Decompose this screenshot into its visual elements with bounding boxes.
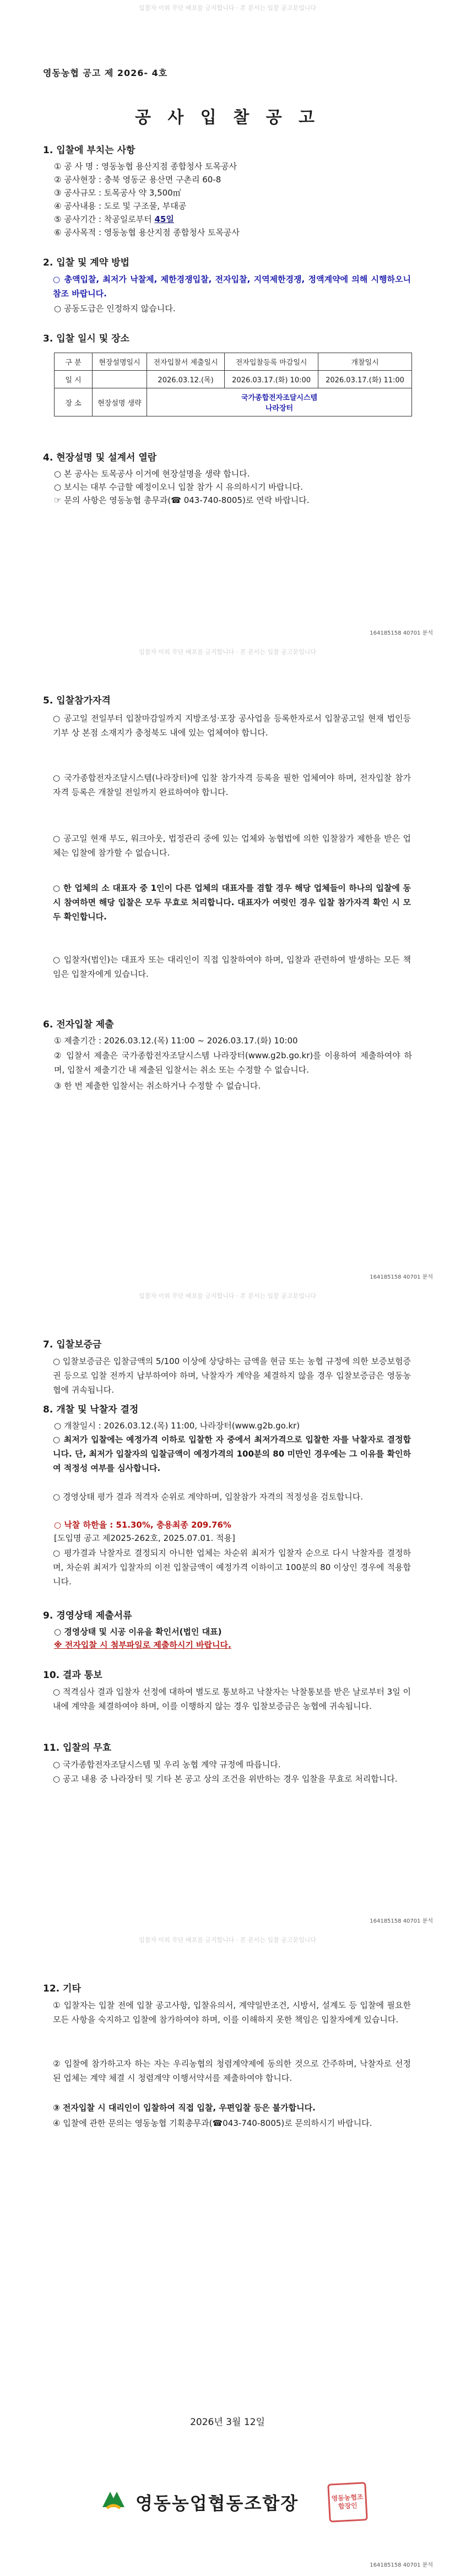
sec8-item-1: ○ 개찰일시 : 2026.03.12.(목) 11:00, 나라장터(www.g2b.go.kr) xyxy=(54,1421,300,1431)
sec11-text: ○ 국가종합전자조달시스템 및 우리 농협 계약 규정에 따릅니다. ○ 공고 내용 중 나라장터 및 기타 본 공고 상의 조건을 위반하는 경우 입찰을 무효로 처리합니다. xyxy=(53,1760,398,1784)
notice-number: 영동농협 공고 제 2026- 4호 xyxy=(43,68,168,78)
sec5-para-4: ○ 한 업체의 소 대표자 중 1인이 다른 업체의 대표자를 겸할 경우 해당 업체들이 하나의 입찰에 동시 참여하면 해당 입찰은 모두 무효로 처리합니다. 대표자가 여럿인 경우 입찰 참가자격 확인 시 모두 확인합니다. xyxy=(53,883,411,922)
section-11-heading: 11. 입찰의 무효 xyxy=(43,1742,112,1754)
sec2-item-1: ○ 총액입찰, 최저가 낙찰제, 제한경쟁입찰, 전자입찰, 지역제한경쟁, 정액계약에 의해 시행하오니 참조 바랍니다. xyxy=(53,274,411,299)
page-title: 공 사 입 찰 공 고 xyxy=(134,108,321,127)
cell-site-briefing xyxy=(93,371,147,388)
sec5-para-3: ○ 공고일 현재 부도, 워크아웃, 법정관리 중에 있는 업체와 농협법에 의한 입찰참가 제한을 받은 업체는 입찰에 참가할 수 없습니다. xyxy=(53,834,411,858)
sec6-item-3: ③ 한 번 제출한 입찰서는 취소하거나 수정할 수 없습니다. xyxy=(54,1081,261,1091)
sec1-item-2: ② 공사현장 : 충북 영동군 용산면 구촌리 60-8 xyxy=(54,175,221,185)
sec4-item-3: ☞ 문의 사항은 영동농협 총무과(☎ 043-740-8005)로 연락 바랍니다. xyxy=(54,495,310,505)
sec8-item-4: ○ 낙찰 하한율 : 51.30%, 충용최종 209.76% xyxy=(54,1520,231,1530)
notice-date: 2026년 3월 12일 xyxy=(190,2417,265,2428)
sec1-item-1: ① 공 사 명 : 영동농협 용산지점 종합청사 토목공사 xyxy=(54,161,237,171)
sec1-item-3: ③ 공사규모 : 토목공사 약 3,500㎡ xyxy=(54,188,181,198)
row-label-place: 장 소 xyxy=(55,388,93,416)
section-2-heading: 2. 입찰 및 계약 방법 xyxy=(43,257,129,268)
sec4-item-2: ○ 보시는 대부 수급할 예정이오니 입찰 참가 시 유의하시기 바랍니다. xyxy=(54,482,304,492)
sec8-item-6: ○ 평가결과 낙찰자로 결정되지 아니한 업체는 차순위 최저가 입찰자 순으로 다시 낙찰자를 결정하며, 차순위 최저가 입찰자의 이전 입찰금액이 예정가격 이하이고 100분의 80 이상인 경우에 적용합니다. xyxy=(53,1548,411,1587)
section-10-heading: 10. 결과 통보 xyxy=(43,1670,102,1681)
sec8-item-5: [도입명 공고 제2025-262호, 2025.07.01. 적용] xyxy=(54,1533,235,1543)
row-label-datetime: 일 시 xyxy=(55,371,93,388)
col-site-briefing: 현장설명일시 xyxy=(93,353,147,371)
section-8-heading: 8. 개찰 및 낙찰자 결정 xyxy=(43,1404,139,1415)
cell-place-briefing: 현장설명 생략 xyxy=(93,388,147,416)
period-highlight: 45일 xyxy=(154,214,174,224)
watermark-text-4: 입찰자 이외 무단 배포를 금지합니다 · 본 문서는 입찰 공고문입니다 xyxy=(139,1936,316,1944)
section-6-heading: 6. 전자입찰 제출 xyxy=(43,1019,114,1030)
page-footer-4: 164185158 40701 분석 xyxy=(370,2562,433,2568)
sheet-2 xyxy=(0,644,455,1288)
sec7-text: ○ 입찰보증금은 입찰금액의 5/100 이상에 상당하는 금액을 현금 또는 농협 규정에 의한 보증보험증권 등으로 입찰 전까지 납부하여야 하며, 낙찰자가 계약을 체결하지 않을 경우 입찰보증금은 영동농협에 귀속됩니다. xyxy=(53,1356,411,1395)
schedule-table xyxy=(54,353,412,416)
sheet-4 xyxy=(0,1932,455,2576)
organization-name: 영동농업협동조합장 xyxy=(136,2493,299,2514)
col-registration-deadline: 전자입찰등록 마감일시 xyxy=(225,353,318,371)
section-9-heading: 9. 경영상태 제출서류 xyxy=(43,1610,132,1621)
cell-bid-submission: 2026.03.12.(목) xyxy=(147,371,225,388)
nh-logo-icon xyxy=(99,2486,128,2515)
col-gubun: 구 분 xyxy=(55,353,93,371)
organization-signature xyxy=(99,2483,375,2521)
sec5-para-1: ○ 공고일 전일부터 입찰마감일까지 지방조성·포장 공사업을 등록한자로서 입찰공고일 현재 법인등기부 상 본점 소재지가 충청북도 내에 있는 업체여야 합니다. xyxy=(53,713,411,738)
sec10-text: ○ 적격심사 결과 입찰자 선정에 대하여 별도로 통보하고 낙찰자는 낙찰통보를 받은 날로부터 3일 이내에 계약을 체결하여야 하며, 이를 이행하지 않는 경우 입찰보증금은 농협에 귀속됩니다. xyxy=(53,1687,411,1711)
sec12-item-3: ③ 전자입찰 시 대리인이 입찰하여 직접 입찰, 우편입찰 등은 불가합니다. xyxy=(53,2103,316,2113)
sec12-item-1: ① 입찰자는 입찰 전에 입찰 공고사항, 입찰유의서, 계약일반조건, 시방서, 설계도 등 입찰에 필요한 모든 사항을 숙지하고 입찰에 참가하여야 하며, 이를 이해하지 못한 책임은 입찰자에게 있습니다. xyxy=(53,2000,411,2025)
sec8-item-3: ○ 경영상태 평가 결과 적격자 순위로 계약하며, 입찰참가 자격의 적정성을 검토합니다. xyxy=(53,1492,363,1502)
section-4-heading: 4. 현장설명 및 설계서 열람 xyxy=(43,452,157,463)
section-7-heading: 7. 입찰보증금 xyxy=(43,1339,102,1350)
cell-registration-deadline: 2026.03.17.(화) 10:00 xyxy=(225,371,318,388)
section-5-heading: 5. 입찰참가자격 xyxy=(43,695,111,706)
sec5-para-5: ○ 입찰자(법인)는 대표자 또는 대리인이 직접 입찰하여야 하며, 입찰과 관련하여 발생하는 모든 책임은 입찰자에게 있습니다. xyxy=(53,955,411,979)
page-footer-3: 164185158 40701 분석 xyxy=(370,1918,433,1924)
sec5-para-2: ○ 국가종합전자조달시스템(나라장터)에 입찰 참가자격 등록을 필한 업체여야 하며, 전자입찰 참가자격 등록은 개찰일 전일까지 완료하여야 합니다. xyxy=(53,773,411,797)
sec12-item-2: ② 입찰에 참가하고자 하는 자는 우리농협의 청렴계약제에 동의한 것으로 간주하며, 낙찰자로 선정된 업체는 계약 체결 시 청렴계약 이행서약서를 제출하여야 합니다. xyxy=(53,2059,411,2083)
page-footer-2: 164185158 40701 분석 xyxy=(370,1274,433,1280)
page-footer-1: 164185158 40701 분석 xyxy=(370,630,433,636)
cell-place-electronic xyxy=(147,388,412,416)
sec9-item-1: ○ 경영상태 및 시공 이유을 확인서(법인 대표) xyxy=(54,1627,222,1637)
section-12-heading: 12. 기타 xyxy=(43,1983,81,1994)
sec1-item-6: ⑥ 공사목적 : 영동농협 용산지점 종합청사 토목공사 xyxy=(54,228,240,237)
sheet-1 xyxy=(0,0,455,644)
section-3-heading: 3. 입찰 일시 및 장소 xyxy=(43,333,129,344)
sec2-item-2: ○ 공동도급은 인정하지 않습니다. xyxy=(54,304,176,313)
sec12-item-4-text: ④ 입찰에 관한 문의는 영동농협 기획총무과(☎043-740-8005)로 문의하시기 바랍니다. xyxy=(53,2118,372,2128)
sec1-item-4: ④ 공사내용 : 도로 및 구조물, 부대공 xyxy=(54,201,187,211)
sec8-item-2: ○ 최저가 입찰에는 예정가격 이하로 입찰한 자 중에서 최저가격으로 입찰한 자를 낙찰자로 결정합니다. 단, 최저가 입찰자의 입찰금액이 예정가격의 100분의 80 미만인 경우에는 그 이유를 확인하여 적정성 여부를 심사합니다. xyxy=(53,1435,411,1473)
watermark-text: 입찰자 이외 무단 배포를 금지합니다 · 본 문서는 입찰 공고문입니다 xyxy=(139,4,316,12)
watermark-text-2: 입찰자 이외 무단 배포를 금지합니다 · 본 문서는 입찰 공고문입니다 xyxy=(139,648,316,656)
sec1-item-5 xyxy=(54,213,174,226)
sec1-item-5-text: ⑤ 공사기간 : 착공일로부터 xyxy=(54,214,155,224)
sec12-item-4 xyxy=(53,2116,411,2130)
cell-opening: 2026.03.17.(화) 11:00 xyxy=(318,371,412,388)
watermark-text-3: 입찰자 이외 무단 배포를 금지합니다 · 본 문서는 입찰 공고문입니다 xyxy=(139,1292,316,1300)
col-bid-submission: 전자입찰서 제출일시 xyxy=(147,353,225,371)
place-e-name: 국가종합전자조달시스템 xyxy=(241,394,318,402)
col-opening: 개찰일시 xyxy=(318,353,412,371)
section-1-heading: 1. 입찰에 부치는 사항 xyxy=(43,145,136,156)
sec9-item-2: ※ 전자입찰 시 첨부파일로 제출하시기 바랍니다. xyxy=(54,1640,231,1650)
sec4-item-1: ○ 본 공사는 토목공사 이거에 현장설명을 생략 합니다. xyxy=(54,469,250,479)
place-e-name-2: 나라장터 xyxy=(265,404,294,413)
official-seal: 영동농협조합장인 xyxy=(327,2482,368,2523)
sec6-item-2: ② 입찰서 제출은 국가종합전자조달시스템 나라장터(www.g2b.go.kr)를 이용하여 제출하여야 하며, 입찰서 제출기간 내 제출된 입찰서는 취소 또는 수정할 수 없습니다. xyxy=(54,1051,412,1075)
sheet-3 xyxy=(0,1288,455,1932)
sec6-item-1: ① 제출기간 : 2026.03.12.(목) 11:00 ~ 2026.03.17.(화) 10:00 xyxy=(54,1036,298,1046)
